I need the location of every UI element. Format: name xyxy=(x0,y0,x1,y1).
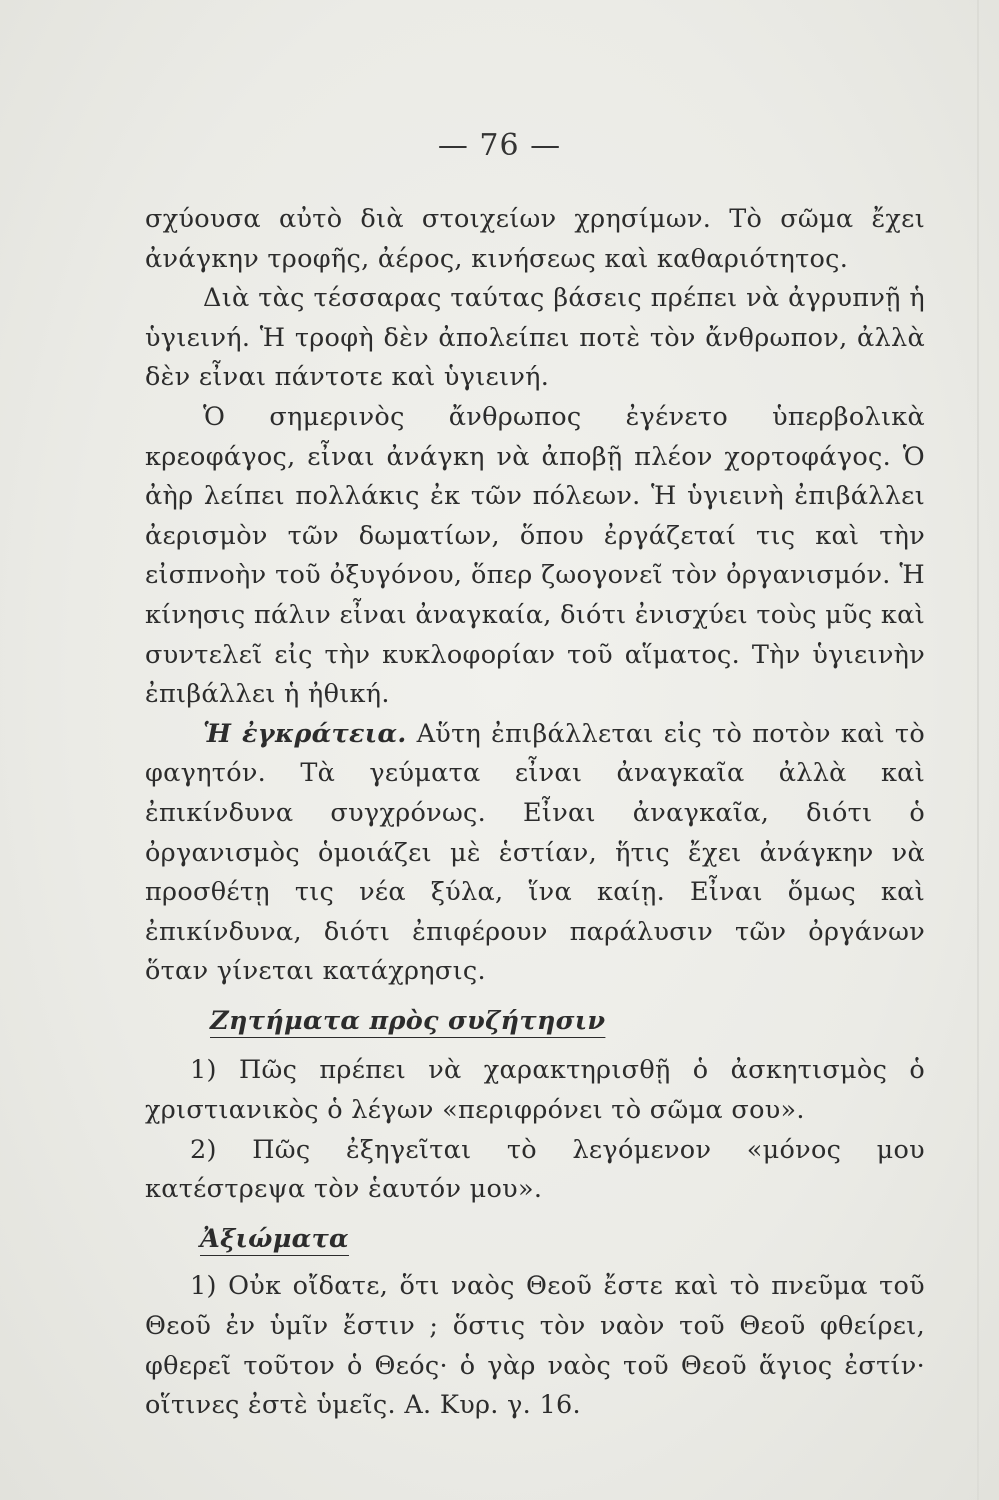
paragraph-four-bases: Διὰ τὰς τέσσαρας ταύτας βάσεις πρέπει νὰ ἀγρυπνῇ ἡ ὑγιεινή. Ἡ τροφὴ δὲν ἀπολείπει ποτὲ τὸν ἄνθρωπον, ἀλλὰ δὲν εἶναι πάντοτε καὶ ὑγιεινή. xyxy=(145,283,925,393)
questions-heading xyxy=(145,1002,925,1042)
temperance-text: Αὕτη ἐπιβάλλεται εἰς τὸ ποτὸν καὶ τὸ φαγητόν. Τὰ γεύματα εἶναι ἀναγκαῖα ἀλλὰ καὶ ἐπικίνδυνα συγχρόνως. Εἶναι ἀναγκαῖα, διότι ὁ ὀργανισμὸς ὁμοιάζει μὲ ἑστίαν, ἥτις ἔχει ἀνάγκην νὰ προσθέτῃ τις νέα ξύλα, ἵνα καίῃ. Εἶναι ὅμως καὶ ἐπικίνδυνα, διότι ἐπιφέρουν παράλυσιν τῶν ὀργάνων ὅταν γίνεται κατάχρησις. xyxy=(145,718,925,987)
axioms-heading xyxy=(145,1220,925,1260)
paragraph-temperance xyxy=(145,715,925,992)
temperance-title: Ἡ ἐγκράτεια. xyxy=(203,718,407,749)
page-number: — 76 — xyxy=(437,128,562,163)
axioms-title: Ἀξιώματα xyxy=(200,1223,349,1254)
paragraph-continuation: σχύουσα αὐτὸ διὰ στοιχείων χρησίμων. Τὸ σῶμα ἔχει ἀνάγκην τροφῆς, ἀέρος, κινήσεως καὶ καθαριότητος. xyxy=(145,204,925,274)
questions-title: Ζητήματα πρὸς συζήτησιν xyxy=(210,1005,606,1036)
paragraph-modern-man: Ὁ σημερινὸς ἄνθρωπος ἐγένετο ὑπερβολικὰ κρεοφάγος, εἶναι ἀνάγκη νὰ ἀποβῇ πλέον χορτοφάγος. Ὁ ἀὴρ λείπει πολλάκις ἐκ τῶν πόλεων. Ἡ ὑγιεινὴ ἐπιβάλλει ἀερισμὸν τῶν δωματίων, ὅπου ἐργάζεταί τις καὶ τὴν εἰσπνοὴν τοῦ ὀξυγόνου, ὅπερ ζωογονεῖ τὸν ὀργανισμόν. Ἡ κίνησις πάλιν εἶναι ἀναγκαία, διότι ἐνισχύει τοὺς μῦς καὶ συντελεῖ εἰς τὴν κυκλοφορίαν τοῦ αἵματος. Τὴν ὑγιεινὴν ἐπιβάλλει ἡ ἠθική. xyxy=(145,401,925,710)
axiom-item-1: 1) Οὐκ οἴδατε, ὅτι ναὸς Θεοῦ ἔστε καὶ τὸ πνεῦμα τοῦ Θεοῦ ἐν ὑμῖν ἔστιν ; ὅστις τὸν ναὸν τοῦ Θεοῦ φθείρει, φθερεῖ τοῦτον ὁ Θεός· ὁ γὰρ ναὸς τοῦ Θεοῦ ἅγιος ἐστίν· οἵτινες ἐστὲ ὑμεῖς. Α. Κυρ. γ. 16. xyxy=(145,1271,925,1421)
question-item-1: 1) Πῶς πρέπει νὰ χαρακτηρισθῇ ὁ ἀσκητισμὸς ὁ χριστιανικὸς ὁ λέγων «περιφρόνει τὸ σῶμα σου». xyxy=(145,1055,925,1126)
question-item-2: 2) Πῶς ἐξηγεῖται τὸ λεγόμενον «μόνος μου κατέστρεψα τὸν ἑαυτόν μου». xyxy=(145,1134,925,1205)
page-body xyxy=(145,200,925,1426)
page-fold-shadow xyxy=(977,0,979,1500)
